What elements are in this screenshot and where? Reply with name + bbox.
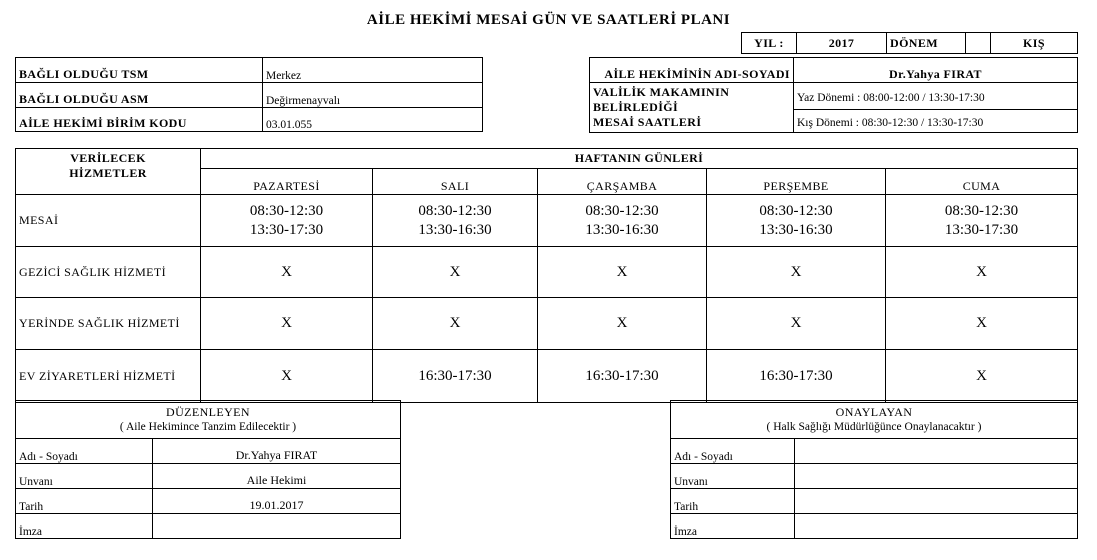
week-days-header: HAFTANIN GÜNLERİ — [201, 149, 1078, 169]
year-label: YIL : — [742, 33, 797, 54]
asm-value: Değirmenayvalı — [263, 83, 483, 108]
winter-hours: Kış Dönemi : 08:30-12:30 / 13:30-17:30 — [797, 117, 984, 129]
mobile-health-monday: X — [201, 247, 373, 298]
summer-hours: Yaz Dönemi : 08:00-12:00 / 13:30-17:30 — [794, 83, 1077, 110]
prepared-title-value: Aile Hekimi — [153, 464, 401, 489]
onsite-health-wednesday: X — [538, 298, 707, 350]
asm-label: BAĞLI OLDUĞU ASM — [16, 83, 263, 108]
approved-date-label: Tarih — [671, 489, 795, 514]
row-label-mesai: MESAİ — [16, 195, 201, 247]
period-blank-cell — [966, 33, 991, 54]
table-row — [16, 350, 1078, 403]
home-visits-thursday: 16:30-17:30 — [707, 350, 886, 403]
hours-morning: 08:30-12:30 — [585, 202, 659, 219]
mobile-health-friday: X — [886, 247, 1078, 298]
table-row — [16, 247, 1078, 298]
day-header-friday: CUMA — [886, 169, 1078, 195]
mobile-health-tuesday: X — [373, 247, 538, 298]
home-visits-wednesday: 16:30-17:30 — [538, 350, 707, 403]
services-header-line2: HİZMETLER — [69, 166, 147, 180]
table-row — [16, 195, 1078, 247]
approved-by-subtitle: ( Halk Sağlığı Müdürlüğünce Onaylanacaktır ) — [766, 420, 982, 433]
prepared-date-value: 19.01.2017 — [153, 489, 401, 514]
hours-afternoon: 13:30-16:30 — [759, 221, 833, 238]
hours-morning: 08:30-12:30 — [418, 202, 492, 219]
official-hours-values — [794, 83, 1078, 133]
day-header-wednesday: ÇARŞAMBA — [538, 169, 707, 195]
mesai-friday — [886, 195, 1078, 247]
prepared-title-label: Unvanı — [16, 464, 153, 489]
approved-by-header — [671, 401, 1078, 439]
hours-afternoon: 13:30-16:30 — [585, 221, 659, 238]
period-value: KIŞ — [991, 33, 1078, 54]
tsm-label: BAĞLI OLDUĞU TSM — [16, 58, 263, 83]
official-hours-label-line1: VALİLİK MAKAMININ — [593, 85, 730, 99]
year-period-table — [741, 32, 1078, 54]
home-visits-monday: X — [201, 350, 373, 403]
prepared-by-header — [16, 401, 401, 439]
onsite-health-tuesday: X — [373, 298, 538, 350]
table-row — [16, 298, 1078, 350]
approved-by-table — [670, 400, 1078, 539]
approved-signature-value — [795, 514, 1078, 539]
hours-afternoon: 13:30-16:30 — [418, 221, 492, 238]
prepared-by-title: DÜZENLEYEN — [166, 404, 250, 419]
approved-title-label: Unvanı — [671, 464, 795, 489]
services-header — [16, 149, 201, 195]
onsite-health-friday: X — [886, 298, 1078, 350]
year-value: 2017 — [797, 33, 887, 54]
row-label-onsite-health: YERİNDE SAĞLIK HİZMETİ — [16, 298, 201, 350]
approved-title-value — [795, 464, 1078, 489]
official-hours-label — [590, 83, 794, 133]
mesai-thursday — [707, 195, 886, 247]
hours-morning: 08:30-12:30 — [759, 202, 833, 219]
period-label: DÖNEM — [887, 33, 966, 54]
official-hours-label-line3: MESAİ SAATLERİ — [593, 115, 702, 129]
hours-afternoon: 13:30-17:30 — [944, 221, 1019, 238]
day-header-tuesday: SALI — [373, 169, 538, 195]
doctor-name-label: AİLE HEKİMİNİN ADI-SOYADI — [590, 58, 794, 83]
hours-morning: 08:30-12:30 — [944, 202, 1019, 219]
mesai-tuesday — [373, 195, 538, 247]
mobile-health-wednesday: X — [538, 247, 707, 298]
unit-code-value: 03.01.055 — [263, 108, 483, 132]
mesai-monday — [201, 195, 373, 247]
approved-name-value — [795, 439, 1078, 464]
tsm-value: Merkez — [263, 58, 483, 83]
unit-code-label: AİLE HEKİMİ BİRİM KODU — [16, 108, 263, 132]
day-header-monday: PAZARTESİ — [201, 169, 373, 195]
prepared-name-label: Adı - Soyadı — [16, 439, 153, 464]
approved-by-title: ONAYLAYAN — [835, 404, 913, 419]
onsite-health-thursday: X — [707, 298, 886, 350]
prepared-name-value: Dr.Yahya FIRAT — [153, 439, 401, 464]
prepared-date-label: Tarih — [16, 489, 153, 514]
right-info-table — [589, 57, 1078, 133]
page-title: AİLE HEKİMİ MESAİ GÜN VE SAATLERİ PLANI — [366, 12, 731, 28]
approved-signature-label: İmza — [671, 514, 795, 539]
row-label-home-visits: EV ZİYARETLERİ HİZMETİ — [16, 350, 201, 403]
hours-afternoon: 13:30-17:30 — [249, 221, 324, 238]
row-label-mobile-health: GEZİCİ SAĞLIK HİZMETİ — [16, 247, 201, 298]
hours-morning: 08:30-12:30 — [249, 202, 324, 219]
doctor-name-value: Dr.Yahya FIRAT — [794, 58, 1078, 83]
mesai-wednesday — [538, 195, 707, 247]
prepared-signature-value — [153, 514, 401, 539]
mobile-health-thursday: X — [707, 247, 886, 298]
approved-name-label: Adı - Soyadı — [671, 439, 795, 464]
home-visits-tuesday: 16:30-17:30 — [373, 350, 538, 403]
left-info-table — [15, 57, 483, 132]
prepared-by-subtitle: ( Aile Hekimince Tanzim Edilecektir ) — [119, 420, 297, 433]
prepared-signature-label: İmza — [16, 514, 153, 539]
schedule-table — [15, 148, 1078, 403]
home-visits-friday: X — [886, 350, 1078, 403]
day-header-thursday: PERŞEMBE — [707, 169, 886, 195]
services-header-line1: VERİLECEK — [70, 151, 146, 165]
prepared-by-table — [15, 400, 401, 539]
official-hours-label-line2: BELİRLEDİĞİ — [593, 100, 679, 114]
approved-date-value — [795, 489, 1078, 514]
onsite-health-monday: X — [201, 298, 373, 350]
